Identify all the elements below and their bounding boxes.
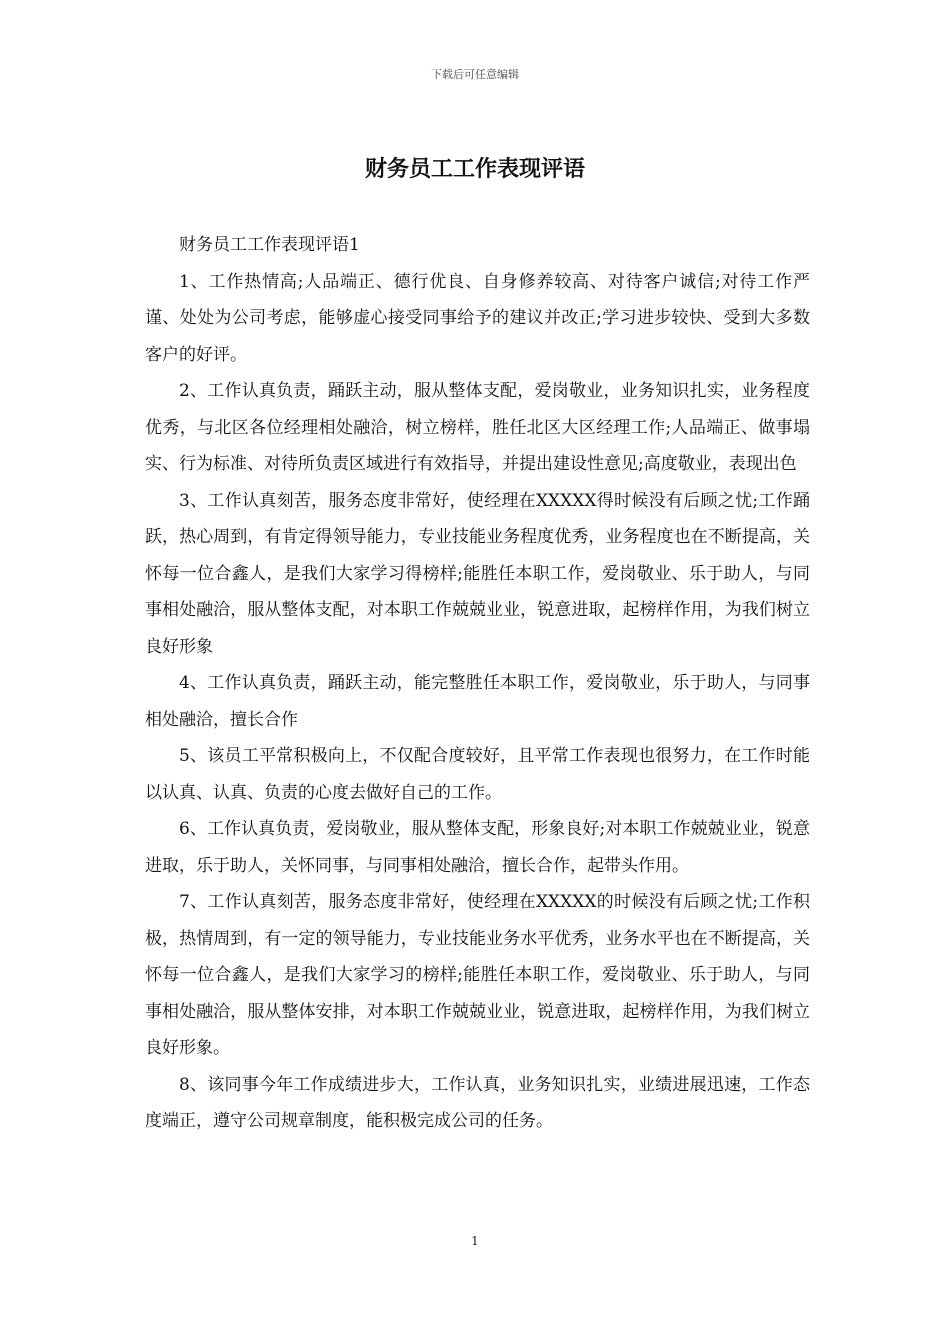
paragraph-item-5: 5、该员工平常积极向上，不仅配合度较好，且平常工作表现也很努力，在工作时能以认真、认真、负责的心度去做好自己的工作。 xyxy=(145,746,810,803)
paragraph-item-6: 6、工作认真负责，爱岗敬业，服从整体支配，形象良好;对本职工作兢兢业业，锐意进取，乐于助人，关怀同事，与同事相处融洽，擅长合作，起带头作用。 xyxy=(145,819,810,876)
document-title: 财务员工工作表现评语 xyxy=(364,156,585,182)
page-number: 1 xyxy=(471,1234,479,1248)
paragraph-item-4: 4、工作认真负责，踊跃主动，能完整胜任本职工作，爱岗敬业，乐于助人，与同事相处融洽，擅长合作 xyxy=(145,673,810,730)
paragraph-item-3: 3、工作认真刻苦，服务态度非常好，使经理在XXXXX得时候没有后顾之忧;工作踊跃，热心周到，有肯定得领导能力，专业技能业务程度优秀，业务程度也在不断提高，关怀每一位合鑫人，是我们大家学习得榜样;能胜任本职工作，爱岗敬业、乐于助人，与同事相处融洽，服从整体支配，对本职工作兢兢业业，锐意进取，起榜样作用，为我们树立良好形象 xyxy=(145,490,810,657)
document-body xyxy=(145,227,810,1140)
header-note: 下载后可任意编辑 xyxy=(431,68,519,81)
paragraph-heading: 财务员工工作表现评语1 xyxy=(179,235,360,255)
paragraph-item-2: 2、工作认真负责，踊跃主动，服从整体支配，爱岗敬业，业务知识扎实，业务程度优秀，与北区各位经理相处融洽，树立榜样，胜任北区大区经理工作;人品端正、做事塌实、行为标准、对待所负责区域进行有效指导，并提出建设性意见;高度敬业，表现出色 xyxy=(145,381,810,474)
paragraph-item-8: 8、该同事今年工作成绩进步大，工作认真，业务知识扎实，业绩进展迅速，工作态度端正，遵守公司规章制度，能积极完成公司的任务。 xyxy=(145,1074,810,1131)
paragraph-item-1: 1、工作热情高;人品端正、德行优良、自身修养较高、对待客户诚信;对待工作严谨、处处为公司考虑，能够虚心接受同事给予的建议并改正;学习进步较快、受到大多数客户的好评。 xyxy=(145,271,810,365)
paragraph-item-7: 7、工作认真刻苦，服务态度非常好，使经理在XXXXX的时候没有后顾之忧;工作积极，热情周到，有一定的领导能力，专业技能业务水平优秀，业务水平也在不断提高，关怀每一位合鑫人，是我们大家学习的榜样;能胜任本职工作，爱岗敬业、乐于助人，与同事相处融洽，服从整体安排，对本职工作兢兢业业，锐意进取，起榜样作用，为我们树立良好形象。 xyxy=(145,892,810,1058)
